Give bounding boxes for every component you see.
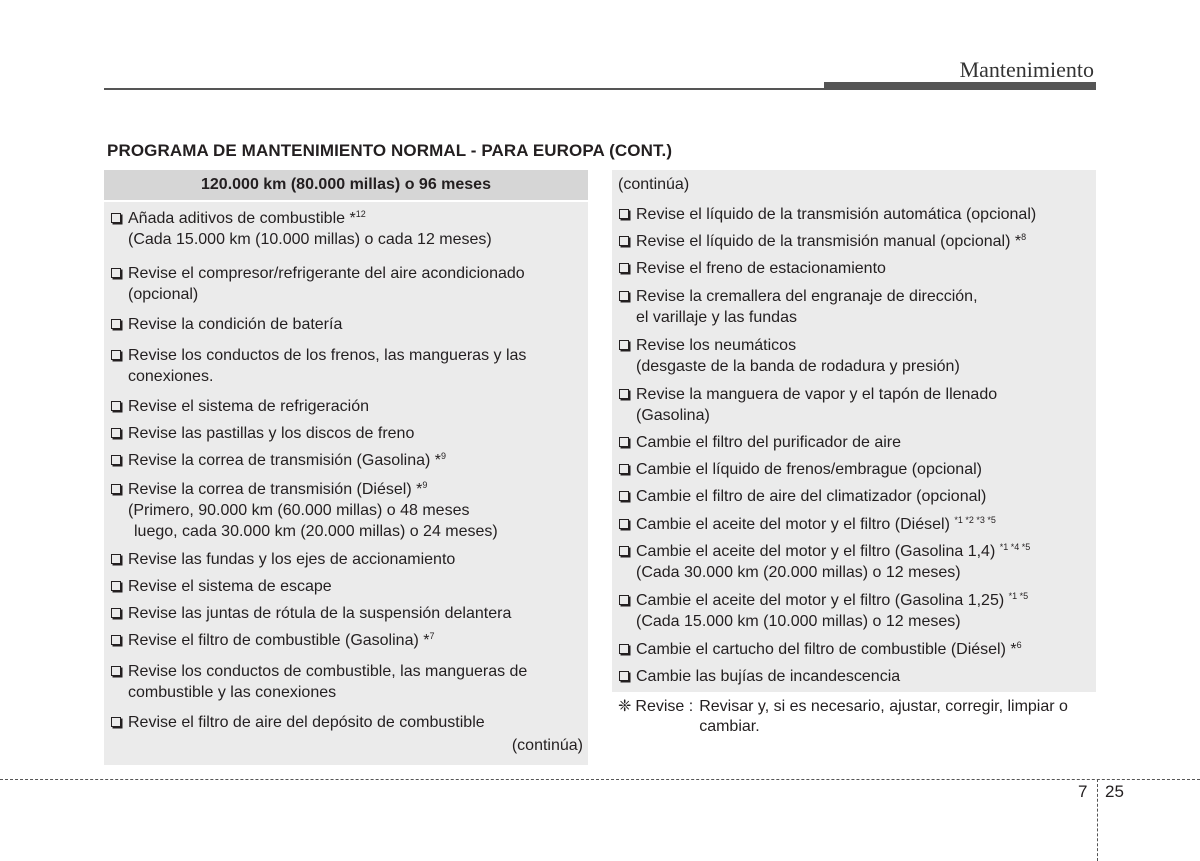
checklist-item [110, 208, 582, 250]
page-number: 25 [1105, 782, 1124, 801]
item-line: Revise la manguera de vapor y el tapón de llenado [636, 386, 998, 403]
checklist-item [618, 590, 1090, 632]
checkbox-icon [619, 263, 629, 273]
checkbox-icon [111, 581, 121, 591]
item-line: (Primero, 90.000 km (60.000 millas) o 48 meses [128, 502, 470, 519]
checkbox-icon [111, 666, 121, 676]
item-line: (Cada 15.000 km (10.000 millas) o cada 12 meses) [128, 231, 492, 248]
checklist-item [618, 541, 1090, 583]
item-line: (Cada 15.000 km (10.000 millas) o 12 meses) [636, 613, 961, 630]
checkbox-icon [111, 484, 121, 494]
footnote-ref: *1 *5 [1008, 591, 1029, 601]
checkbox-icon [111, 608, 121, 618]
checkbox-icon [111, 455, 121, 465]
checklist-item [618, 231, 1090, 252]
continued-label: (continúa) [511, 737, 583, 754]
item-line: (Gasolina) [636, 407, 710, 424]
item-line: Revise el filtro de combustible (Gasolina) * [128, 632, 430, 649]
item-line: conexiones. [128, 368, 214, 385]
footnote-ref: *1 *4 *5 [999, 542, 1031, 552]
page-header-title: Mantenimiento [959, 57, 1094, 82]
continued-label: (continúa) [618, 176, 690, 193]
footnote-ref: *1 *2 *3 *5 [954, 515, 996, 525]
checklist-item [110, 450, 582, 471]
checkbox-icon [111, 213, 121, 223]
item-line: luego, cada 30.000 km (20.000 millas) o 24 meses) [134, 523, 498, 540]
checkbox-icon [619, 464, 629, 474]
checkbox-icon [111, 717, 121, 727]
item-line: (Cada 30.000 km (20.000 millas) o 12 meses) [636, 564, 961, 581]
item-line: Cambie el líquido de frenos/embrague (opcional) [636, 461, 982, 478]
checkbox-icon [111, 350, 121, 360]
checkbox-icon [111, 635, 121, 645]
checklist-item [618, 459, 1090, 480]
checkbox-icon [619, 209, 629, 219]
footnote-ref: 12 [355, 209, 366, 219]
footer-dashed-rule [0, 779, 1200, 780]
checkbox-icon [619, 595, 629, 605]
checkbox-icon [619, 340, 629, 350]
checkbox-icon [619, 291, 629, 301]
item-line: Revise el sistema de escape [128, 578, 332, 595]
checklist-item [618, 335, 1090, 377]
item-line: combustible y las conexiones [128, 684, 337, 701]
checklist-item [618, 384, 1090, 426]
checklist-item [618, 639, 1090, 660]
checklist-item [110, 630, 582, 651]
checkbox-icon [111, 554, 121, 564]
item-line: (desgaste de la banda de rodadura y presión) [636, 358, 960, 375]
header-rule-thick [824, 82, 1096, 90]
item-line: Revise el líquido de la transmisión manual (opcional) * [636, 233, 1022, 250]
left-column-heading: 120.000 km (80.000 millas) o 96 meses [104, 170, 588, 202]
footnote-ref: 9 [422, 480, 428, 490]
item-line: Revise los neumáticos [636, 337, 797, 354]
item-line: Revise las juntas de rótula de la suspensión delantera [128, 605, 512, 622]
checklist-item [110, 423, 582, 444]
right-column [612, 170, 1096, 692]
item-line: Revise el sistema de refrigeración [128, 398, 369, 415]
item-line: Revise las fundas y los ejes de accionamiento [128, 551, 456, 568]
checkbox-icon [619, 236, 629, 246]
footnote-ref: 9 [441, 451, 447, 461]
item-line: Añada aditivos de combustible * [128, 210, 356, 227]
checkbox-icon [619, 644, 629, 654]
note-text: Revisar y, si es necesario, ajustar, corregir, limpiar o cambiar. [699, 698, 1068, 735]
item-line: Revise los conductos de los frenos, las mangueras y las [128, 347, 527, 364]
item-line: Cambie las bujías de incandescencia [636, 668, 901, 685]
checklist-item [110, 603, 582, 624]
revise-note [618, 697, 1098, 737]
checklist-item [110, 712, 582, 733]
checklist-item [618, 514, 1090, 535]
chapter-number: 7 [1078, 782, 1088, 801]
checkbox-icon [619, 437, 629, 447]
checklist-item [618, 204, 1090, 225]
checklist-item [618, 486, 1090, 507]
item-line: Revise el filtro de aire del depósito de combustible [128, 714, 485, 731]
checklist-item [618, 432, 1090, 453]
item-line: Cambie el filtro de aire del climatizador (opcional) [636, 488, 987, 505]
checklist-item [110, 345, 582, 387]
checkbox-icon [111, 268, 121, 278]
checklist-item [110, 263, 582, 305]
checklist-item [618, 666, 1090, 687]
checklist-item [110, 396, 582, 417]
checklist-item [110, 314, 582, 335]
note-bullet-icon: ❈ [618, 698, 632, 715]
checkbox-icon [619, 519, 629, 529]
section-title: PROGRAMA DE MANTENIMIENTO NORMAL - PARA EUROPA (CONT.) [107, 141, 673, 160]
note-label: Revise : [635, 698, 694, 715]
item-line: Cambie el filtro del purificador de aire [636, 434, 902, 451]
checklist-item [618, 286, 1090, 328]
footnote-ref: 6 [1016, 640, 1022, 650]
header-rule [104, 88, 824, 90]
left-column [104, 170, 588, 765]
item-line: Cambie el aceite del motor y el filtro (Gasolina 1,4) [636, 543, 1000, 560]
item-line: Revise las pastillas y los discos de freno [128, 425, 415, 442]
footnote-ref: 8 [1021, 232, 1027, 242]
checkbox-icon [619, 671, 629, 681]
item-line: Revise el líquido de la transmisión automática (opcional) [636, 206, 1037, 223]
checkbox-icon [619, 389, 629, 399]
checkbox-icon [619, 546, 629, 556]
item-line: Cambie el aceite del motor y el filtro (Diésel) [636, 516, 955, 533]
item-line: Revise la cremallera del engranaje de dirección, [636, 288, 978, 305]
item-line: Revise el freno de estacionamiento [636, 260, 886, 277]
checkbox-icon [111, 319, 121, 329]
item-line: Cambie el cartucho del filtro de combustible (Diésel) * [636, 641, 1017, 658]
item-line: Revise la condición de batería [128, 316, 343, 333]
checklist-item [110, 576, 582, 597]
item-line: Revise la correa de transmisión (Diésel) * [128, 481, 423, 498]
item-line: Cambie el aceite del motor y el filtro (Gasolina 1,25) [636, 592, 1009, 609]
checklist-item [110, 661, 582, 703]
footnote-ref: 7 [429, 631, 435, 641]
item-line: (opcional) [128, 286, 199, 303]
footer-dashed-divider [1097, 779, 1098, 861]
item-line: Revise la correa de transmisión (Gasolina) * [128, 452, 442, 469]
checklist-item [618, 258, 1090, 279]
checklist-item [110, 479, 582, 542]
item-line: Revise los conductos de combustible, las mangueras de [128, 663, 528, 680]
checklist-item [110, 549, 582, 570]
checkbox-icon [111, 401, 121, 411]
item-line: el varillaje y las fundas [636, 309, 797, 326]
checkbox-icon [111, 428, 121, 438]
item-line: Revise el compresor/refrigerante del aire acondicionado [128, 265, 525, 282]
checkbox-icon [619, 491, 629, 501]
